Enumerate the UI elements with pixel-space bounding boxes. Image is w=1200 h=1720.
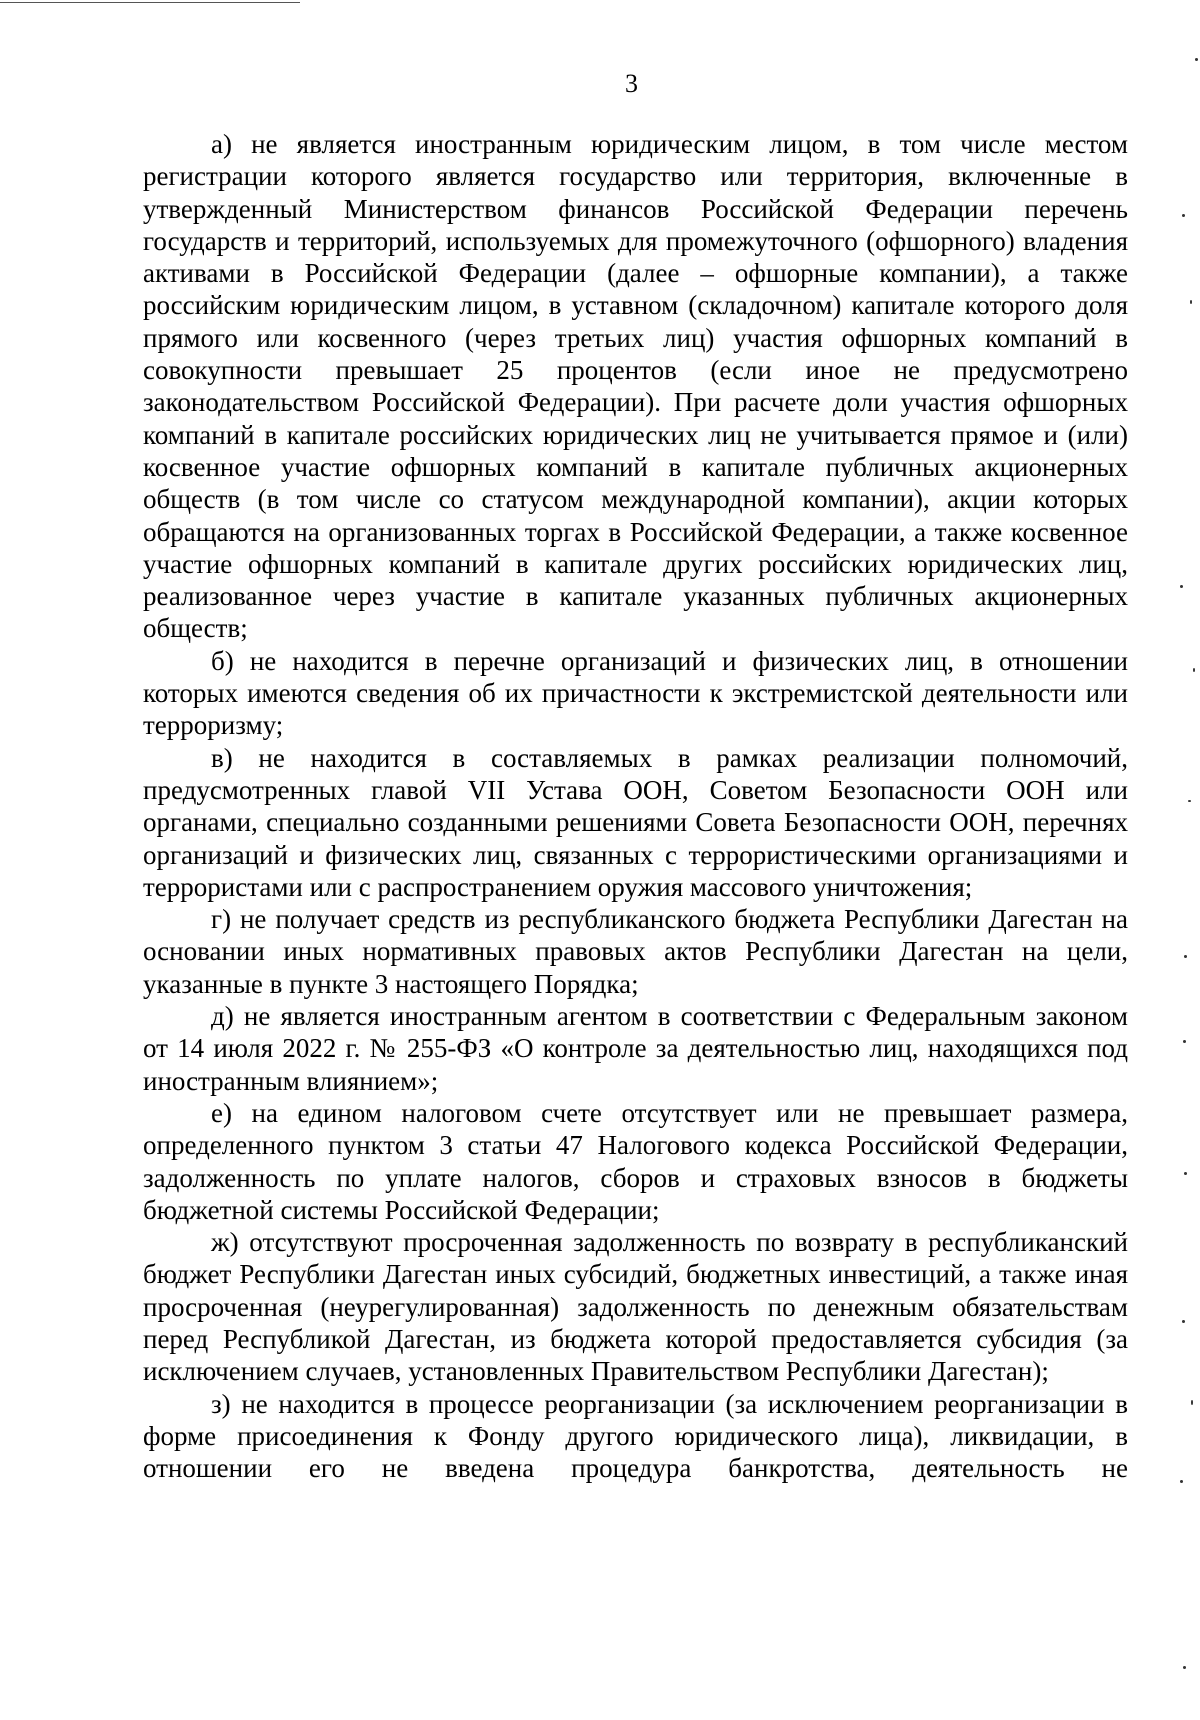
- scan-speck: [1182, 214, 1185, 217]
- scan-speck: [1191, 1400, 1193, 1405]
- page-number: 3: [625, 69, 638, 98]
- paragraph-b: б) не находится в перечне организаций и физических лиц, в отношении которых имеются сведения об их причастности к экстремистской деятельности или терроризму;: [143, 645, 1128, 741]
- scan-speck: [1180, 585, 1183, 588]
- paragraph-a: а) не является иностранным юридическим лицом, в том числе местом регистрации которого является государство или территория, включенные в утвержденный Министерством финансов Российской Федерации перечень государств и территорий, используемых для промежуточного (офшорного) владения активами в Российской Федерации (далее – офшорные компании), а также российским юридическим лицом, в уставном (складочном) капитале которого доля прямого или косвенного (через третьих лиц) участия офшорных компаний в совокупности превышает 25 процентов (если иное не предусмотрено законодательством Российской Федерации). При расчете доли участия офшорных компаний в капитале российских юридических лиц не учитывается прямое и (или) косвенное участие офшорных компаний в капитале публичных акционерных обществ (в том числе со статусом международной компании), акции которых обращаются на организованных торгах в Российской Федерации, а также косвенное участие офшорных компаний в капитале других российских юридических лиц, реализованное через участие в капитале указанных публичных акционерных обществ;: [143, 129, 1128, 644]
- scan-speck: [1188, 800, 1191, 802]
- scan-speck: [1183, 1040, 1186, 1043]
- scan-speck: [1193, 668, 1195, 672]
- scan-speck: [1183, 1666, 1186, 1669]
- scan-speck: [1180, 1480, 1183, 1483]
- paragraph-e: е) на едином налоговом счете отсутствует или не превышает размера, определенного пунктом 3 статьи 47 Налогового кодекса Российской Федерации, задолженность по уплате налогов, сборов и страховых взносов в бюджеты бюджетной системы Российской Федерации;: [143, 1097, 1128, 1225]
- document-body: [143, 128, 1128, 1484]
- scan-speck: [1195, 58, 1198, 61]
- scan-speck: [1184, 1172, 1187, 1175]
- top-edge-line: [0, 2, 300, 3]
- paragraph-zh: ж) отсутствуют просроченная задолженность по возврату в республиканский бюджет Республики Дагестан иных субсидий, бюджетных инвестиций, а также иная просроченная (неурегулированная) задолженность по денежным обязательствам перед Республикой Дагестан, из бюджета которой предоставляется субсидия (за исключением случаев, установленных Правительством Республики Дагестан);: [143, 1227, 1128, 1387]
- scan-speck: [1190, 300, 1192, 304]
- paragraph-z: з) не находится в процессе реорганизации (за исключением реорганизации в форме присоединения к Фонду другого юридического лица), ликвидации, в отношении его не введена процедура банкротства, деятельность не: [143, 1388, 1128, 1484]
- scan-speck: [1184, 955, 1187, 958]
- paragraph-d: д) не является иностранным агентом в соответствии с Федеральным законом от 14 июля 2022 г. № 255-ФЗ «О контроле за деятельностью лиц, находящихся под иностранным влиянием»;: [143, 1001, 1128, 1096]
- paragraph-v: в) не находится в составляемых в рамках реализации полномочий, предусмотренных главой VII Устава ООН, Советом Безопасности ООН или органами, специально созданными решениями Совета Безопасности ООН, перечнях организаций и физических лиц, связанных с террористическими организациями и террористами или с распространением оружия массового уничтожения;: [143, 742, 1128, 902]
- scan-speck: [1182, 1320, 1185, 1323]
- paragraph-g: г) не получает средств из республиканского бюджета Республики Дагестан на основании иных нормативных правовых актов Республики Дагестан на цели, указанные в пункте 3 настоящего Порядка;: [143, 904, 1128, 999]
